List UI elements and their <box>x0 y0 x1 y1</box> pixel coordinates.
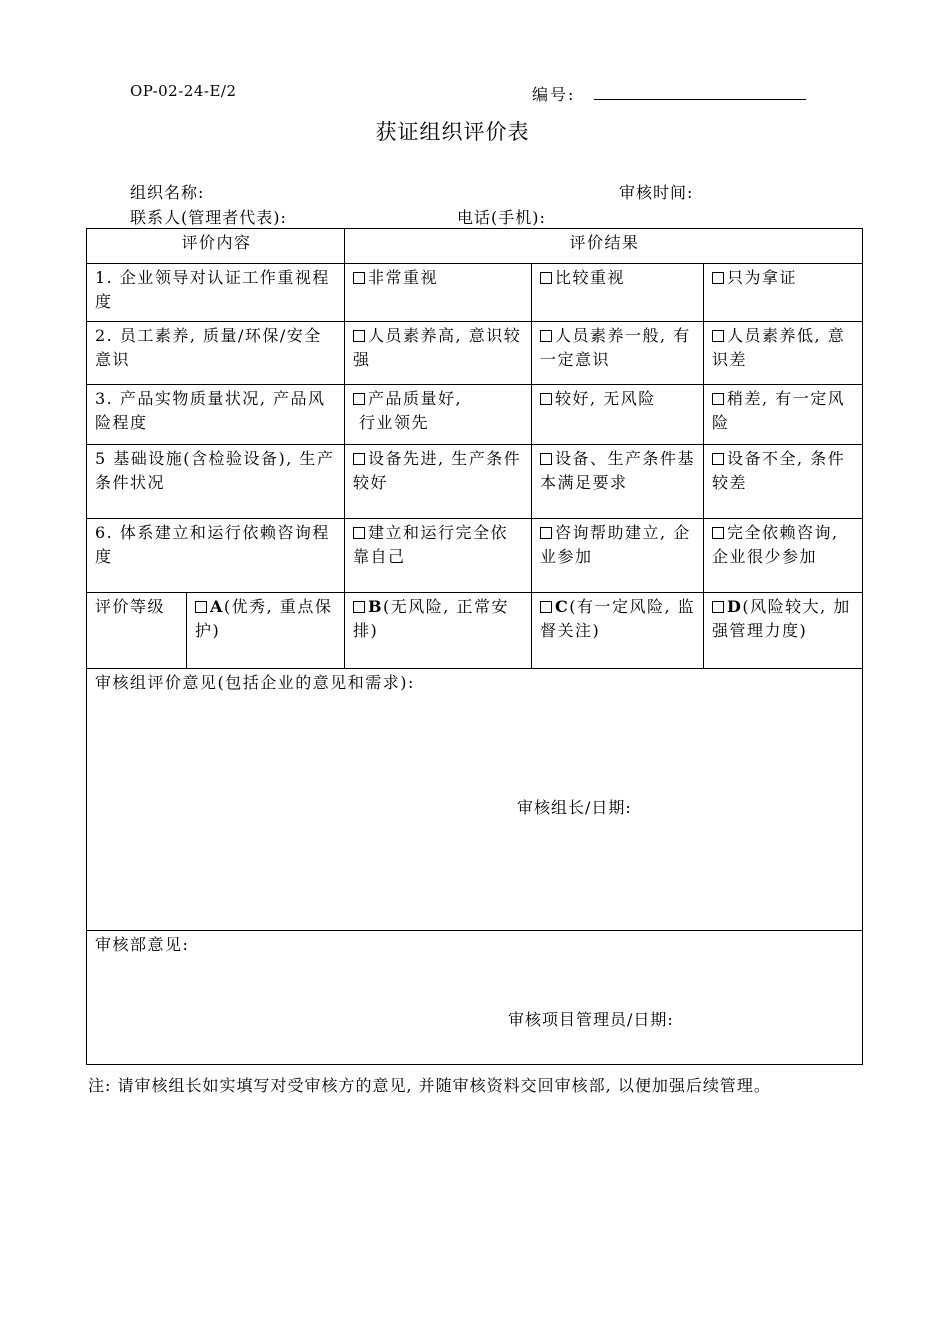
item-cell: 5 基础设施(含检验设备), 生产条件状况 <box>87 445 345 519</box>
checkbox[interactable] <box>540 453 552 465</box>
phone-label: 电话(手机): <box>457 208 546 227</box>
option-cell[interactable]: 设备先进, 生产条件较好 <box>345 445 532 519</box>
evaluation-table <box>86 228 863 1065</box>
checkbox[interactable] <box>353 527 365 539</box>
item-cell: 6. 体系建立和运行依赖咨询程度 <box>87 519 345 593</box>
checkbox[interactable] <box>353 272 365 284</box>
checkbox[interactable] <box>195 601 207 613</box>
team-leader-signature-label: 审核组长/日期: <box>517 798 632 817</box>
page-title: 获证组织评价表 <box>375 120 530 144</box>
checkbox[interactable] <box>540 272 552 284</box>
header-content: 评价内容 <box>87 229 345 264</box>
checkbox[interactable] <box>712 272 724 284</box>
team-opinion-row <box>87 669 863 931</box>
option-cell[interactable]: 只为拿证 <box>704 264 863 322</box>
checkbox[interactable] <box>353 453 365 465</box>
dept-opinion-label: 审核部意见: <box>95 935 190 954</box>
checkbox[interactable] <box>353 330 365 342</box>
checkbox[interactable] <box>353 393 365 405</box>
option-cell[interactable]: 人员素养一般, 有一定意识 <box>532 322 704 385</box>
option-cell[interactable]: 咨询帮助建立, 企业参加 <box>532 519 704 593</box>
item-cell: 3. 产品实物质量状况, 产品风险程度 <box>87 385 345 445</box>
checkbox[interactable] <box>712 527 724 539</box>
audit-time-label: 审核时间: <box>619 183 694 202</box>
team-opinion-label: 审核组评价意见(包括企业的意见和需求): <box>95 673 415 692</box>
checkbox[interactable] <box>540 527 552 539</box>
checkbox[interactable] <box>540 393 552 405</box>
checkbox[interactable] <box>712 601 724 613</box>
dept-opinion-field[interactable] <box>87 931 863 1065</box>
option-cell[interactable]: 产品质量好, 行业领先 <box>345 385 532 445</box>
number-field-line[interactable] <box>594 99 806 100</box>
table-row <box>87 264 863 322</box>
checkbox[interactable] <box>540 330 552 342</box>
grade-option-a[interactable]: A(优秀, 重点保护) <box>187 593 345 669</box>
table-row <box>87 519 863 593</box>
contact-label: 联系人(管理者代表): <box>130 208 287 227</box>
checkbox[interactable] <box>712 330 724 342</box>
option-cell[interactable]: 稍差, 有一定风险 <box>704 385 863 445</box>
footer-note: 注: 请审核组长如实填写对受审核方的意见, 并随审核资料交回审核部, 以便加强后续管理。 <box>88 1076 771 1095</box>
grade-option-d[interactable]: D(风险较大, 加强管理力度) <box>704 593 863 669</box>
table-row <box>87 385 863 445</box>
table-header-row <box>87 229 863 264</box>
item-cell: 1. 企业领导对认证工作重视程度 <box>87 264 345 322</box>
option-cell[interactable]: 非常重视 <box>345 264 532 322</box>
option-cell[interactable]: 设备不全, 条件较差 <box>704 445 863 519</box>
item-cell: 2. 员工素养, 质量/环保/安全意识 <box>87 322 345 385</box>
number-label: 编号: <box>532 85 576 104</box>
grade-option-b[interactable]: B(无风险, 正常安排) <box>345 593 532 669</box>
team-opinion-field[interactable] <box>87 669 863 931</box>
dept-manager-signature-label: 审核项目管理员/日期: <box>508 1010 674 1029</box>
dept-opinion-row <box>87 931 863 1065</box>
org-name-label: 组织名称: <box>130 183 205 202</box>
option-cell[interactable]: 人员素养低, 意识差 <box>704 322 863 385</box>
option-cell[interactable]: 建立和运行完全依靠自己 <box>345 519 532 593</box>
checkbox[interactable] <box>712 393 724 405</box>
option-cell[interactable]: 人员素养高, 意识较强 <box>345 322 532 385</box>
option-cell[interactable]: 完全依赖咨询, 企业很少参加 <box>704 519 863 593</box>
checkbox[interactable] <box>712 453 724 465</box>
option-cell[interactable]: 较好, 无风险 <box>532 385 704 445</box>
option-cell[interactable]: 设备、生产条件基本满足要求 <box>532 445 704 519</box>
grade-option-c[interactable]: C(有一定风险, 监督关注) <box>532 593 704 669</box>
checkbox[interactable] <box>540 601 552 613</box>
table-row <box>87 322 863 385</box>
table-row <box>87 445 863 519</box>
option-cell[interactable]: 比较重视 <box>532 264 704 322</box>
doc-code: OP-02-24-E/2 <box>130 82 237 100</box>
grade-row <box>87 593 863 669</box>
header-result: 评价结果 <box>345 229 863 264</box>
grade-label: 评价等级 <box>87 593 187 669</box>
checkbox[interactable] <box>353 601 365 613</box>
